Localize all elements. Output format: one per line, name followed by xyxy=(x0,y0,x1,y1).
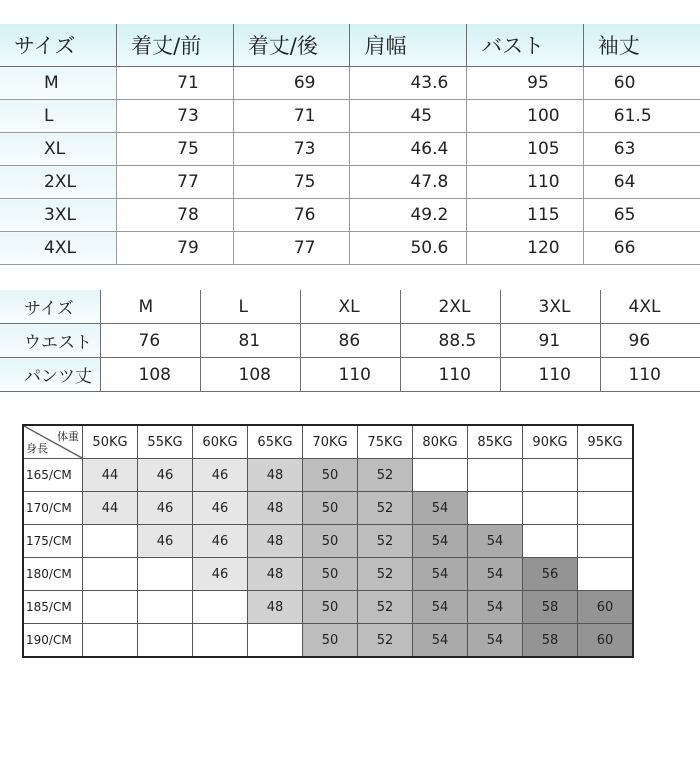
grid-cell: 44 xyxy=(83,459,138,492)
value-cell: 3XL xyxy=(500,290,600,324)
height-row xyxy=(23,492,633,525)
size-cell: L xyxy=(0,100,117,133)
weight-header: 75KG xyxy=(358,425,413,459)
value-cell: 77 xyxy=(233,232,350,265)
grid-cell: 50 xyxy=(303,558,358,591)
size-cell: 2XL xyxy=(0,166,117,199)
header-cell: 肩幅 xyxy=(350,24,467,67)
value-cell: 60 xyxy=(583,67,700,100)
value-cell: 49.2 xyxy=(350,199,467,232)
value-cell: 76 xyxy=(233,199,350,232)
header-cell: 着丈/前 xyxy=(117,24,234,67)
value-cell: 71 xyxy=(233,100,350,133)
size-cell: M xyxy=(0,67,117,100)
grid-cell: 60 xyxy=(578,624,634,658)
grid-cell: 52 xyxy=(358,591,413,624)
grid-cell: 46 xyxy=(193,525,248,558)
height-label: 190/CM xyxy=(23,624,83,658)
grid-cell: 54 xyxy=(413,558,468,591)
value-cell: 91 xyxy=(500,324,600,358)
weight-header: 95KG xyxy=(578,425,634,459)
value-cell: 4XL xyxy=(600,290,700,324)
value-cell: 115 xyxy=(467,199,584,232)
weight-header: 55KG xyxy=(138,425,193,459)
value-cell: M xyxy=(100,290,200,324)
value-cell: 66 xyxy=(583,232,700,265)
grid-cell: 58 xyxy=(523,624,578,658)
corner-weight-label: 体重 xyxy=(57,430,79,443)
value-cell: 71 xyxy=(117,67,234,100)
header-cell: サイズ xyxy=(0,24,117,67)
value-cell: 110 xyxy=(467,166,584,199)
value-cell: 108 xyxy=(100,358,200,392)
grid-cell: 46 xyxy=(193,492,248,525)
weight-header: 60KG xyxy=(193,425,248,459)
value-cell: 64 xyxy=(583,166,700,199)
grid-cell xyxy=(413,459,468,492)
grid-cell: 54 xyxy=(413,624,468,658)
height-row xyxy=(23,558,633,591)
height-label: 175/CM xyxy=(23,525,83,558)
grid-cell: 48 xyxy=(248,459,303,492)
height-label: 170/CM xyxy=(23,492,83,525)
size-table-header xyxy=(0,24,700,67)
size-cell: XL xyxy=(0,133,117,166)
weight-header: 85KG xyxy=(468,425,523,459)
grid-cell xyxy=(523,459,578,492)
value-cell: 47.8 xyxy=(350,166,467,199)
value-cell: 75 xyxy=(117,133,234,166)
grid-cell xyxy=(138,591,193,624)
value-cell: 81 xyxy=(200,324,300,358)
grid-cell: 54 xyxy=(413,591,468,624)
height-label: 185/CM xyxy=(23,591,83,624)
grid-cell: 46 xyxy=(138,525,193,558)
grid-cell xyxy=(523,525,578,558)
value-cell: 95 xyxy=(467,67,584,100)
size-table xyxy=(0,24,700,265)
grid-cell xyxy=(83,558,138,591)
value-cell: 46.4 xyxy=(350,133,467,166)
grid-cell: 48 xyxy=(248,525,303,558)
grid-cell xyxy=(138,558,193,591)
value-cell: 100 xyxy=(467,100,584,133)
value-cell: 61.5 xyxy=(583,100,700,133)
height-row xyxy=(23,525,633,558)
weight-header: 80KG xyxy=(413,425,468,459)
value-cell: 77 xyxy=(117,166,234,199)
value-cell: 75 xyxy=(233,166,350,199)
grid-cell: 52 xyxy=(358,558,413,591)
pants-size-table xyxy=(0,290,700,392)
grid-cell xyxy=(83,525,138,558)
grid-cell: 54 xyxy=(468,591,523,624)
grid-cell: 50 xyxy=(303,624,358,658)
table-row xyxy=(0,100,700,133)
value-cell: 43.6 xyxy=(350,67,467,100)
value-cell: 76 xyxy=(100,324,200,358)
size-cell: 3XL xyxy=(0,199,117,232)
grid-cell xyxy=(83,624,138,658)
grid-cell xyxy=(468,459,523,492)
grid-cell: 52 xyxy=(358,492,413,525)
value-cell: 96 xyxy=(600,324,700,358)
value-cell: 110 xyxy=(400,358,500,392)
grid-cell: 54 xyxy=(413,492,468,525)
value-cell: 105 xyxy=(467,133,584,166)
table-row xyxy=(0,324,700,358)
value-cell: 69 xyxy=(233,67,350,100)
height-label: 180/CM xyxy=(23,558,83,591)
table-row xyxy=(0,166,700,199)
value-cell: 120 xyxy=(467,232,584,265)
height-row xyxy=(23,624,633,658)
size-cell: 4XL xyxy=(0,232,117,265)
grid-cell xyxy=(193,591,248,624)
value-cell: 63 xyxy=(583,133,700,166)
grid-cell xyxy=(523,492,578,525)
value-cell: XL xyxy=(300,290,400,324)
grid-cell: 46 xyxy=(138,459,193,492)
weight-header: 90KG xyxy=(523,425,578,459)
weight-header-row xyxy=(23,425,633,459)
table-row xyxy=(0,290,700,324)
corner-height-label: 身長 xyxy=(26,442,48,455)
value-cell: 50.6 xyxy=(350,232,467,265)
grid-cell xyxy=(83,591,138,624)
grid-cell: 54 xyxy=(413,525,468,558)
grid-cell: 50 xyxy=(303,492,358,525)
grid-cell: 58 xyxy=(523,591,578,624)
value-cell: 73 xyxy=(117,100,234,133)
grid-cell xyxy=(578,492,634,525)
grid-cell: 52 xyxy=(358,624,413,658)
grid-cell xyxy=(578,459,634,492)
header-cell: 着丈/後 xyxy=(233,24,350,67)
row-label: ウエスト xyxy=(0,324,100,358)
grid-cell: 46 xyxy=(193,459,248,492)
grid-cell: 48 xyxy=(248,591,303,624)
value-cell: 2XL xyxy=(400,290,500,324)
grid-cell: 44 xyxy=(83,492,138,525)
value-cell: 45 xyxy=(350,100,467,133)
grid-cell xyxy=(468,492,523,525)
value-cell: 65 xyxy=(583,199,700,232)
header-cell: バスト xyxy=(467,24,584,67)
value-cell: L xyxy=(200,290,300,324)
table-row xyxy=(0,358,700,392)
grid-corner xyxy=(23,425,83,459)
value-cell: 88.5 xyxy=(400,324,500,358)
table-row xyxy=(0,133,700,166)
grid-cell: 48 xyxy=(248,492,303,525)
grid-cell: 48 xyxy=(248,558,303,591)
grid-cell: 54 xyxy=(468,624,523,658)
grid-cell xyxy=(578,558,634,591)
height-row xyxy=(23,591,633,624)
row-label: サイズ xyxy=(0,290,100,324)
row-label: パンツ丈 xyxy=(0,358,100,392)
grid-cell: 60 xyxy=(578,591,634,624)
value-cell: 108 xyxy=(200,358,300,392)
grid-cell xyxy=(578,525,634,558)
value-cell: 86 xyxy=(300,324,400,358)
grid-cell: 52 xyxy=(358,459,413,492)
weight-header: 65KG xyxy=(248,425,303,459)
grid-cell: 56 xyxy=(523,558,578,591)
grid-cell: 50 xyxy=(303,459,358,492)
grid-cell: 46 xyxy=(193,558,248,591)
value-cell: 73 xyxy=(233,133,350,166)
grid-cell xyxy=(138,624,193,658)
value-cell: 110 xyxy=(300,358,400,392)
grid-cell xyxy=(248,624,303,658)
weight-header: 70KG xyxy=(303,425,358,459)
grid-cell: 50 xyxy=(303,525,358,558)
grid-cell: 50 xyxy=(303,591,358,624)
grid-cell: 46 xyxy=(138,492,193,525)
grid-cell: 54 xyxy=(468,558,523,591)
size-recommendation-grid xyxy=(22,424,634,658)
grid-cell: 54 xyxy=(468,525,523,558)
value-cell: 78 xyxy=(117,199,234,232)
value-cell: 79 xyxy=(117,232,234,265)
grid-cell: 52 xyxy=(358,525,413,558)
height-label: 165/CM xyxy=(23,459,83,492)
value-cell: 110 xyxy=(600,358,700,392)
header-cell: 袖丈 xyxy=(583,24,700,67)
grid-cell xyxy=(193,624,248,658)
height-row xyxy=(23,459,633,492)
table-row xyxy=(0,232,700,265)
value-cell: 110 xyxy=(500,358,600,392)
table-row xyxy=(0,199,700,232)
table-row xyxy=(0,67,700,100)
weight-header: 50KG xyxy=(83,425,138,459)
